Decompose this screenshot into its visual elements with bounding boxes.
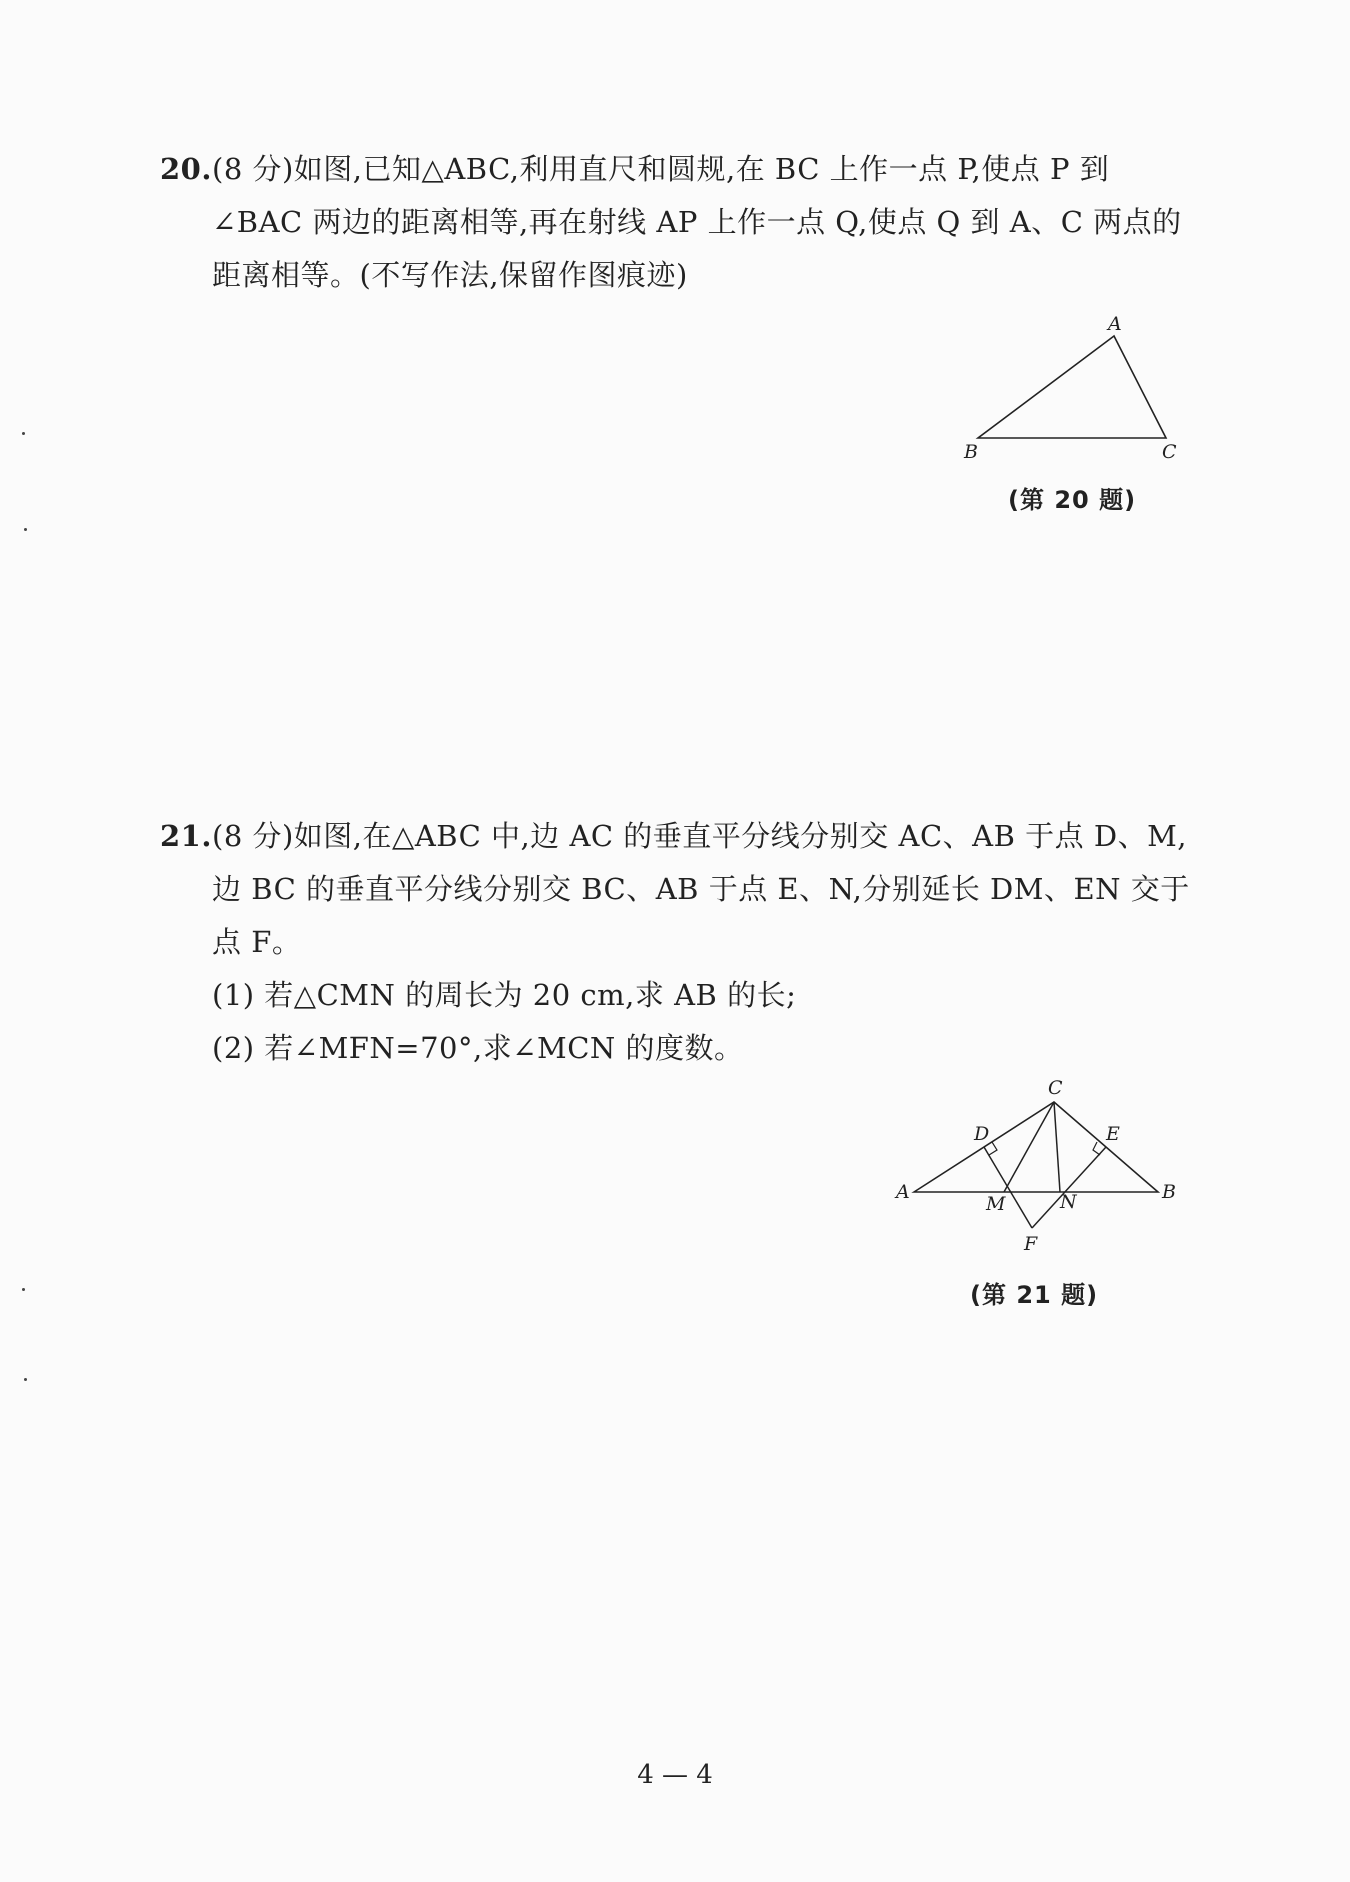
- question-text-line: (8 分)如图,已知△ABC,利用直尺和圆规,在 BC 上作一点 P,使点 P 到: [212, 152, 1110, 186]
- vertex-label-a: A: [1108, 313, 1122, 335]
- scan-mark: [22, 1288, 25, 1291]
- sub-question-1: (1) 若△CMN 的周长为 20 cm,求 AB 的长;: [212, 978, 797, 1012]
- segment-cn: [1054, 1102, 1060, 1192]
- scan-mark: [22, 432, 25, 435]
- question-number: 20.: [160, 152, 212, 186]
- figure-20-triangle: [960, 313, 1180, 468]
- point-label-f: F: [1024, 1233, 1038, 1255]
- question-number: 21.: [160, 819, 212, 853]
- segment-df: [984, 1147, 1032, 1228]
- triangle-abc: [914, 1102, 1158, 1192]
- vertex-label-a: A: [896, 1181, 910, 1203]
- scan-mark: [24, 528, 27, 531]
- point-label-e: E: [1106, 1123, 1120, 1145]
- question-21: [160, 810, 1200, 1075]
- vertex-label-c: C: [1048, 1077, 1063, 1099]
- question-text-line: 距离相等。(不写作法,保留作图痕迹): [212, 258, 688, 292]
- scan-mark: [24, 1378, 27, 1381]
- vertex-label-c: C: [1162, 441, 1177, 463]
- question-text-line: ∠BAC 两边的距离相等,再在射线 AP 上作一点 Q,使点 Q 到 A、C 两点的: [212, 205, 1182, 239]
- sub-question-2: (2) 若∠MFN=70°,求∠MCN 的度数。: [212, 1031, 744, 1065]
- figure-21-triangle: [890, 1077, 1190, 1260]
- triangle-abc: [978, 336, 1166, 438]
- question-text-line: 点 F。: [212, 925, 302, 959]
- point-label-m: M: [986, 1193, 1006, 1215]
- point-label-n: N: [1060, 1191, 1077, 1213]
- figure-21-caption: (第 21 题): [970, 1281, 1099, 1309]
- segment-cm: [1004, 1102, 1054, 1192]
- segment-ef: [1032, 1147, 1106, 1228]
- page-number: 4 — 4: [637, 1760, 713, 1790]
- vertex-label-b: B: [1162, 1181, 1176, 1203]
- right-angle-mark-e: [1093, 1142, 1100, 1155]
- question-20: [160, 143, 1200, 302]
- question-text-line: 边 BC 的垂直平分线分别交 BC、AB 于点 E、N,分别延长 DM、EN 交于: [212, 872, 1190, 906]
- vertex-label-b: B: [964, 441, 978, 463]
- question-text-line: (8 分)如图,在△ABC 中,边 AC 的垂直平分线分别交 AC、AB 于点 D、M,: [212, 819, 1188, 853]
- figure-20-caption: (第 20 题): [1008, 486, 1137, 514]
- point-label-d: D: [974, 1123, 990, 1145]
